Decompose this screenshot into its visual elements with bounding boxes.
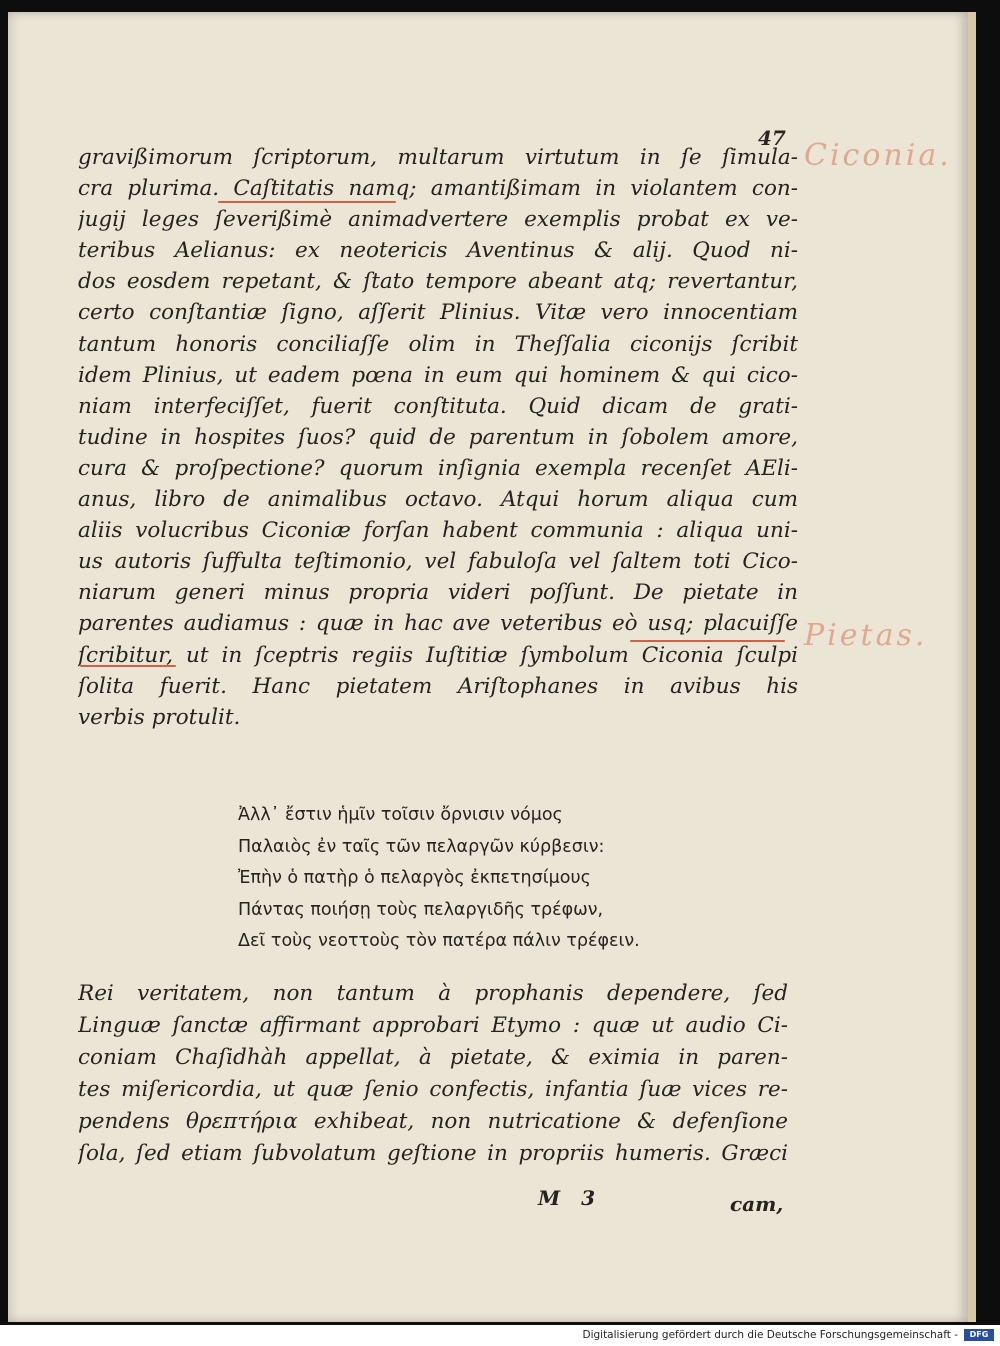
- text-line: certo conſtantiæ ſigno, aſſerit Plinius. Vitæ vero innocentiam: [78, 300, 798, 326]
- greek-line: Ἐπὴν ὁ πατὴρ ὁ πελαργὸς ἐκπετησίμους: [238, 868, 591, 888]
- funding-notice: Digitalisierung gefördert durch die Deutsche Forschungsgemeinschaft -: [582, 1329, 958, 1341]
- greek-line: Πάντας ποιήσῃ τοὺς πελαργιδῆς τρέφων,: [238, 899, 604, 920]
- text-line: aliis volucribus Ciconiæ forſan habent communia : aliqua uni-: [78, 518, 798, 544]
- catchword: cam,: [730, 1192, 784, 1216]
- page-number: 47: [758, 126, 786, 150]
- latin-text-block: [78, 142, 798, 733]
- latin-text-block-2: [78, 978, 788, 1170]
- text-line: pendens θρεπτήρια exhibeat, non nutricatione & defenſione: [78, 1109, 788, 1134]
- text-line: dos eosdem repetant, & ſtato tempore abeant atq; revertantur,: [78, 269, 798, 295]
- text-line: jugij leges ſeverißimè animadvertere exemplis probat ex ve-: [78, 207, 798, 233]
- text-line: cura & proſpectione? quorum inſignia exempla recenſet AEli-: [78, 455, 798, 481]
- page-edge: [968, 12, 976, 1322]
- footer-bar: [0, 1325, 1000, 1346]
- text-line: us autoris ſuffulta teſtimonio, vel fabuloſa vel ſaltem toti Cico-: [78, 549, 798, 575]
- signature-mark: M 3: [538, 1186, 596, 1210]
- dfg-logo-icon: DFG: [964, 1329, 994, 1341]
- text-line: verbis protulit.: [78, 704, 241, 730]
- greek-line: Δεῖ τοὺς νεοττοὺς τὸν πατέρα πάλιν τρέφειν.: [238, 931, 640, 951]
- text-line: tudine in hospites ſuos? quid de parentum in ſobolem amore,: [78, 424, 798, 450]
- greek-verse-block: [238, 800, 698, 958]
- text-line: niam interfeciſſet, fuerit conſtituta. Quid dicam de grati-: [78, 393, 798, 419]
- text-line: niarum generi minus propria videri poſſunt. De pietate in: [78, 580, 798, 606]
- text-line: ſolita fuerit. Hanc pietatem Ariſtophanes in avibus his: [78, 673, 798, 699]
- text-line: Rei veritatem, non tantum à prophanis dependere, ſed: [78, 981, 788, 1006]
- text-line: ſola, ſed etiam ſubvolatum geſtione in propriis humeris. Græci: [78, 1141, 788, 1166]
- text-line: Linguæ ſanctæ affirmant approbari Etymo : quæ ut audio Ci-: [78, 1013, 788, 1038]
- greek-line: Παλαιὸς ἐν ταῖς τῶν πελαργῶν κύρβεσιν:: [238, 836, 605, 857]
- text-line: ſcribitur, ut in ſceptris regiis Iuſtitiæ ſymbolum Ciconia ſculpi: [78, 642, 798, 668]
- text-line: cra plurima. Caſtitatis namq; amantißimam in violantem con-: [78, 176, 798, 202]
- margin-note-ciconia: Ciconia.: [804, 138, 952, 173]
- text-line: tantum honoris conciliaſſe olim in Theſſalia ciconijs ſcribit: [78, 331, 798, 357]
- text-line: teribus Aelianus: ex neotericis Aventinus & alij. Quod ni-: [78, 238, 798, 264]
- greek-line: Ἀλλ᾽ ἔστιν ἡμῖν τοῖσιν ὄρνισιν νόμος: [238, 805, 563, 825]
- text-line: tes miſericordia, ut quæ ſenio confectis, infantia ſuæ vices re-: [78, 1077, 788, 1102]
- text-line: parentes audiamus : quæ in hac ave veteribus eò usq; placuiſſe: [78, 611, 798, 637]
- text-line: gravißimorum ſcriptorum, multarum virtutum in ſe ſimula-: [78, 145, 798, 170]
- margin-note-pietas: Pietas.: [804, 618, 928, 653]
- text-line: idem Plinius, ut eadem pœna in eum qui hominem & qui cico-: [78, 362, 798, 388]
- text-line: coniam Chaſidhàh appellat, à pietate, & eximia in paren-: [78, 1045, 788, 1070]
- text-line: anus, libro de animalibus octavo. Atqui horum aliqua cum: [78, 487, 798, 513]
